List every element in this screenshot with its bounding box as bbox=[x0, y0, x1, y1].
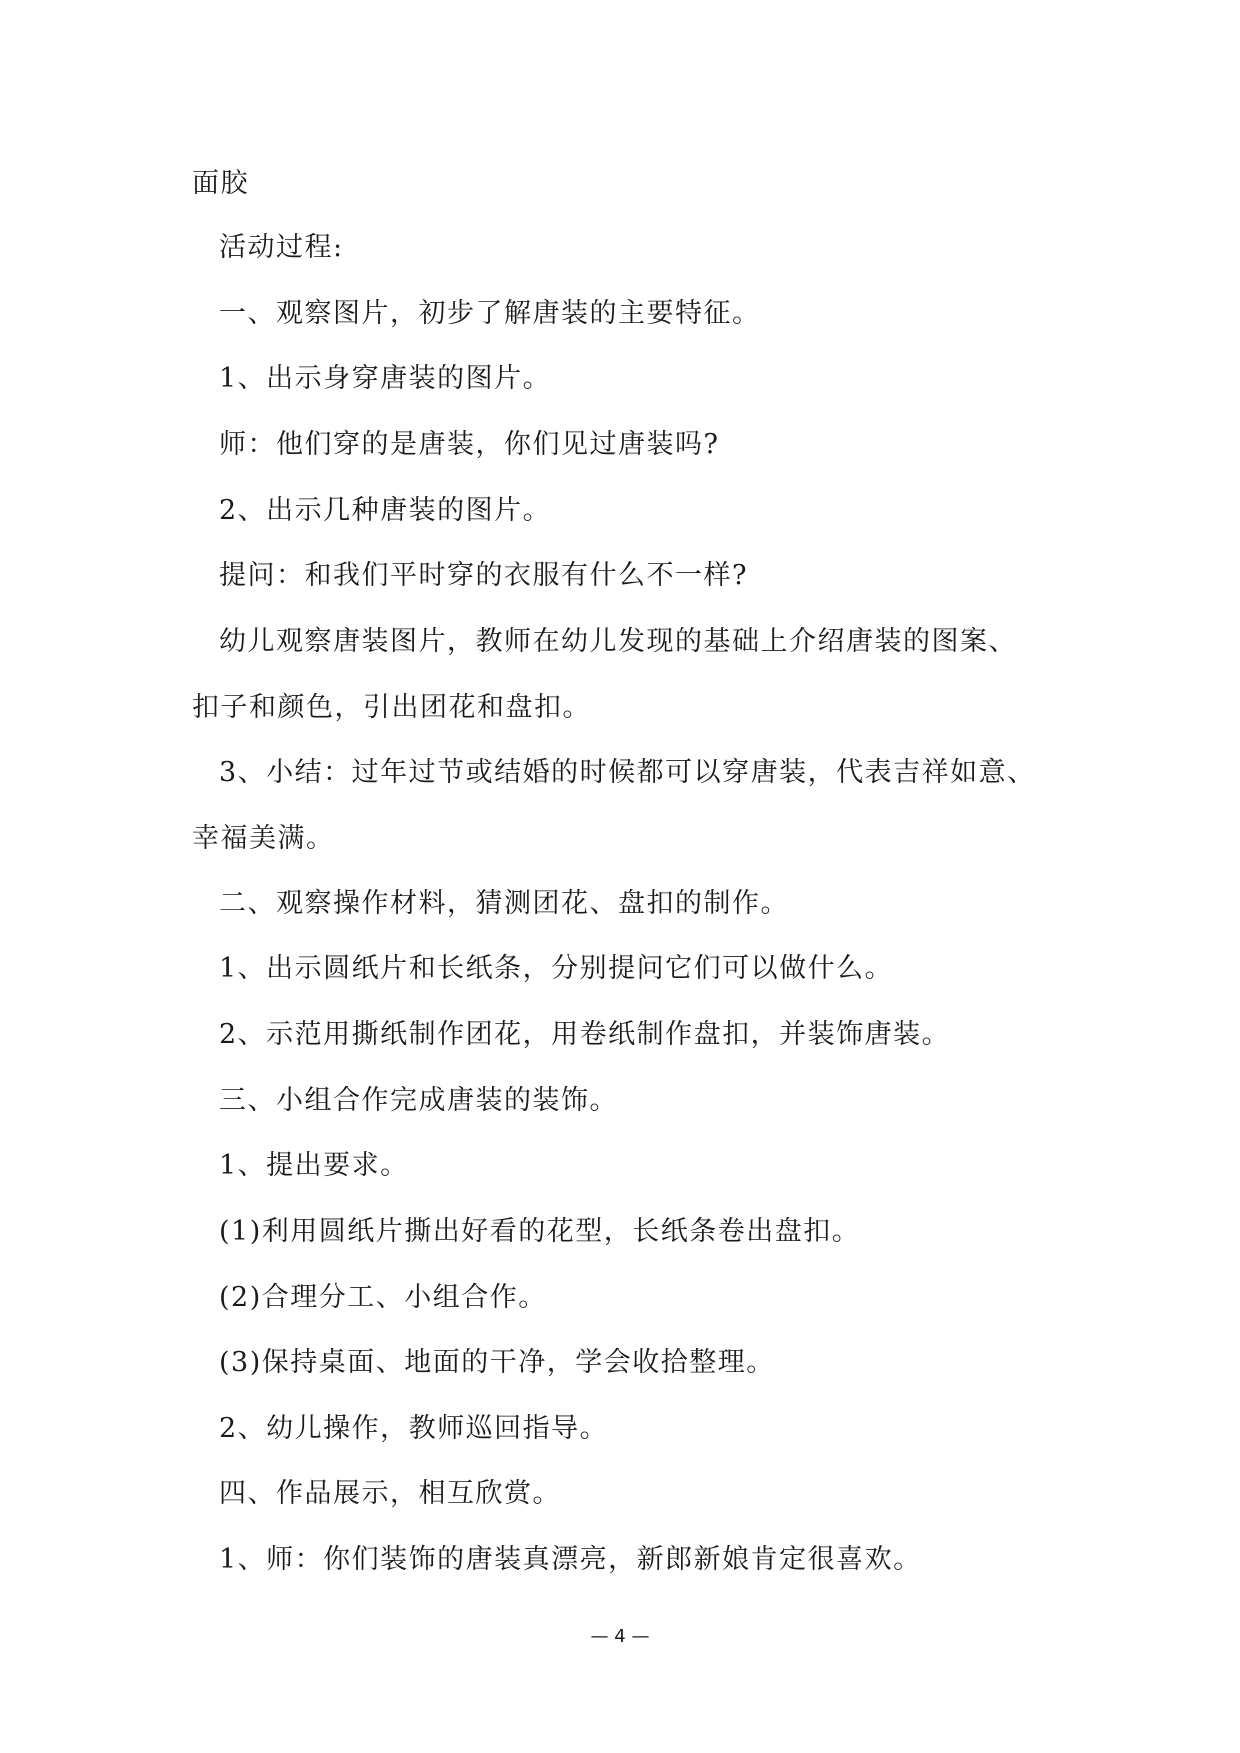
text-line: (1)利用圆纸片撕出好看的花型，长纸条卷出盘扣。 bbox=[219, 1216, 861, 1247]
text-line: 3、小结：过年过节或结婚的时候都可以穿唐装，代表吉祥如意、 bbox=[219, 757, 1036, 788]
text-line: 2、示范用撕纸制作团花，用卷纸制作盘扣，并装饰唐装。 bbox=[219, 1019, 951, 1050]
text-line: 提问：和我们平时穿的衣服有什么不一样? bbox=[219, 560, 748, 591]
page-number: — 4 — bbox=[590, 1626, 650, 1647]
text-line: (3)保持桌面、地面的干净，学会收拾整理。 bbox=[219, 1347, 775, 1378]
text-line: 2、出示几种唐装的图片。 bbox=[219, 495, 552, 526]
text-line: 1、提出要求。 bbox=[219, 1150, 409, 1181]
text-line: 幸福美满。 bbox=[192, 823, 335, 854]
text-line: 一、观察图片，初步了解唐装的主要特征。 bbox=[219, 298, 761, 329]
text-line: 扣子和颜色，引出团花和盘扣。 bbox=[192, 692, 591, 723]
text-line: 面胶 bbox=[192, 168, 249, 199]
text-line: 活动过程: bbox=[219, 232, 344, 263]
text-line: 2、幼儿操作，教师巡回指导。 bbox=[219, 1413, 609, 1444]
text-line: 二、观察操作材料，猜测团花、盘扣的制作。 bbox=[219, 888, 789, 919]
text-line: 1、出示身穿唐装的图片。 bbox=[219, 363, 552, 394]
text-line: 三、小组合作完成唐装的装饰。 bbox=[219, 1085, 618, 1116]
text-line: 1、出示圆纸片和长纸条，分别提问它们可以做什么。 bbox=[219, 953, 894, 984]
text-line: 师：他们穿的是唐装，你们见过唐装吗? bbox=[219, 429, 720, 460]
text-line: 1、师：你们装饰的唐装真漂亮，新郎新娘肯定很喜欢。 bbox=[219, 1544, 922, 1575]
text-line: (2)合理分工、小组合作。 bbox=[219, 1282, 547, 1313]
text-line: 幼儿观察唐装图片，教师在幼儿发现的基础上介绍唐装的图案、 bbox=[219, 626, 1017, 657]
text-line: 四、作品展示，相互欣赏。 bbox=[219, 1478, 561, 1509]
